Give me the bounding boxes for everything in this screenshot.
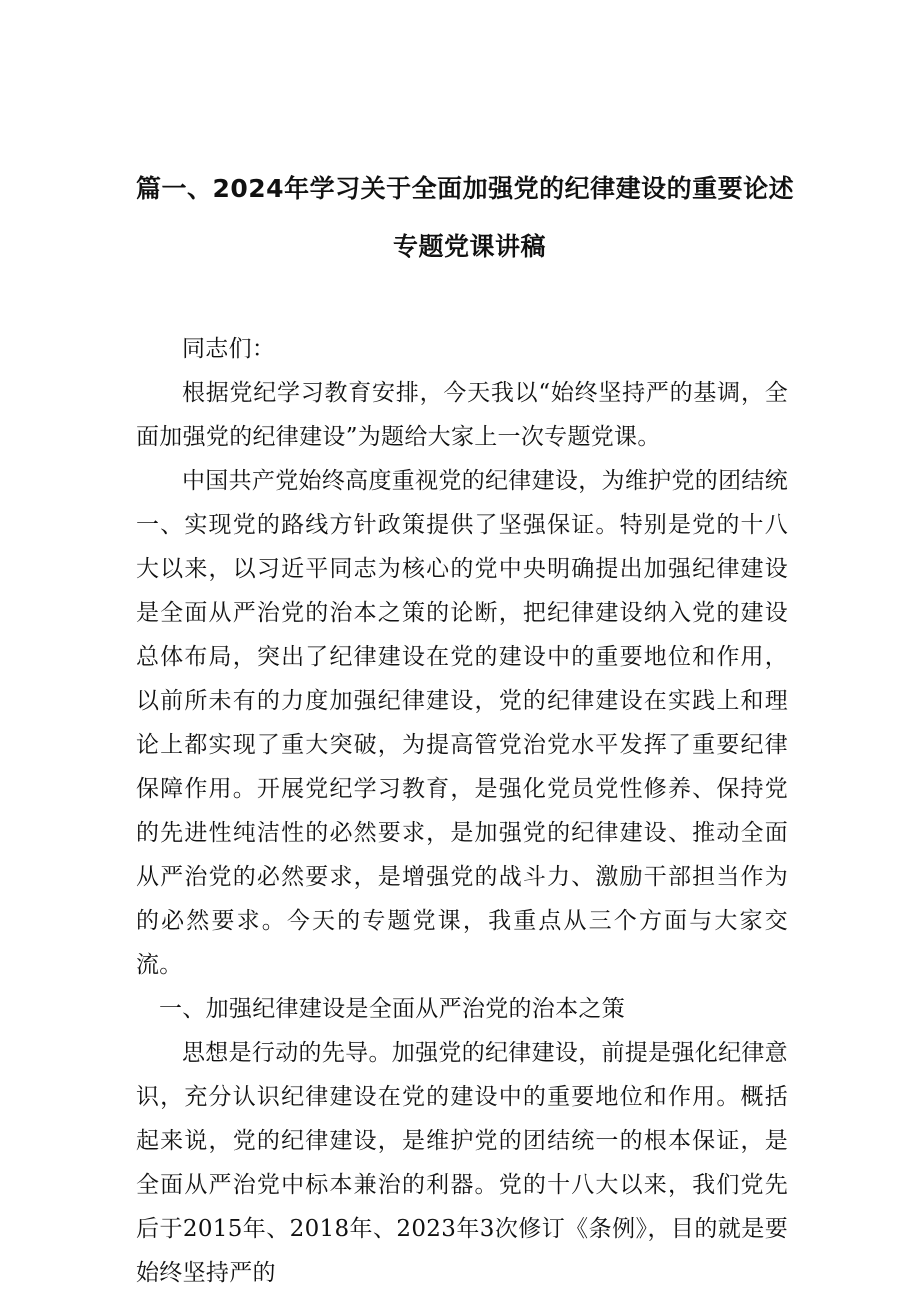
paragraph-section-1: 思想是行动的先导。加强党的纪律建设，前提是强化纪律意识，充分认识纪律建设在党的建设中的重要地位和作用。概括起来说，党的纪律建设，是维护党的团结统一的根本保证，是全面从严治党中标本兼治的利器。党的十八大以来，我们党先后于2015年、2018年、2023年3次修订《条例》，目的就是要始终坚持严的 <box>136 1040 788 1286</box>
salutation: 同志们： <box>182 336 276 362</box>
document-body <box>136 327 788 1295</box>
section-heading-1: 一、加强纪律建设是全面从严治党的治本之策 <box>159 996 625 1022</box>
paragraph-intro: 根据党纪学习教育安排，今天我以“始终坚持严的基调，全面加强党的纪律建设”为题给大家上一次专题党课。 <box>136 380 788 450</box>
document-title-line-1: 篇一、2024年学习关于全面加强党的纪律建设的重要论述 <box>136 174 795 203</box>
paragraph-background: 中国共产党始终高度重视党的纪律建设，为维护党的团结统一、实现党的路线方针政策提供了坚强保证。特别是党的十八大以来，以习近平同志为核心的党中央明确提出加强纪律建设是全面从严治党的治本之策的论断，把纪律建设纳入党的建设总体布局，突出了纪律建设在党的建设中的重要地位和作用，以前所未有的力度加强纪律建设，党的纪律建设在实践上和理论上都实现了重大突破，为提高管党治党水平发挥了重要纪律保障作用。开展党纪学习教育，是强化党员党性修养、保持党的先进性纯洁性的必然要求，是加强党的纪律建设、推动全面从严治党的必然要求，是增强党的战斗力、激励干部担当作为的必然要求。今天的专题党课，我重点从三个方面与大家交流。 <box>136 468 788 978</box>
document-title-line-2: 专题党课讲稿 <box>393 232 547 261</box>
